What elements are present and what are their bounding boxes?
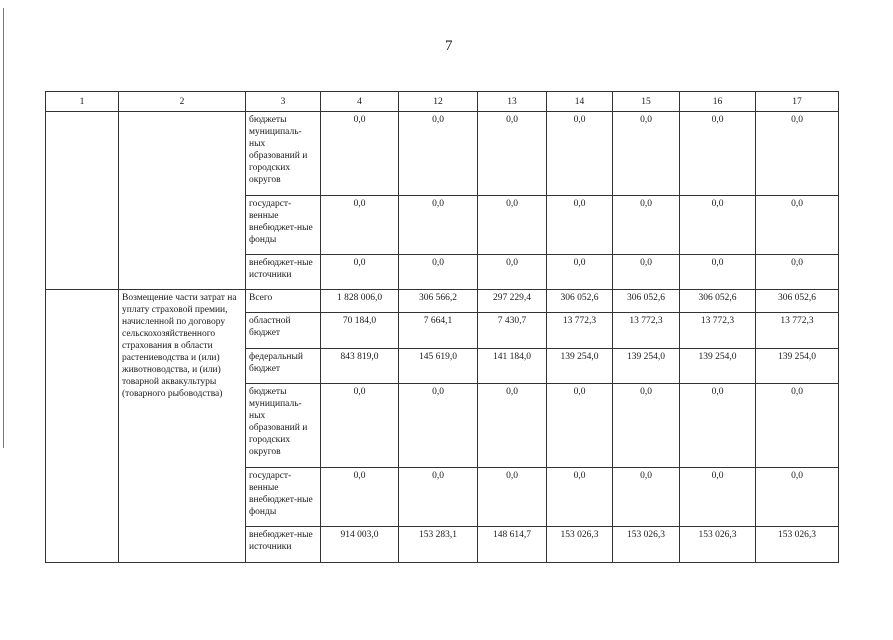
value-cell: 306 052,6	[680, 290, 756, 313]
value-cell: 0,0	[321, 384, 399, 468]
value-cell: 306 052,6	[547, 290, 613, 313]
empty-cell	[46, 112, 119, 290]
empty-cell	[46, 290, 119, 563]
value-cell: 297 229,4	[478, 290, 547, 313]
value-cell: 139 254,0	[613, 349, 680, 384]
value-cell: 914 003,0	[321, 527, 399, 563]
value-cell: 0,0	[547, 255, 613, 290]
value-cell: 13 772,3	[547, 313, 613, 349]
value-cell: 153 026,3	[547, 527, 613, 563]
value-cell: 0,0	[399, 196, 478, 255]
value-cell: 0,0	[680, 112, 756, 196]
value-cell: 0,0	[680, 196, 756, 255]
empty-cell	[119, 112, 246, 290]
value-cell: 0,0	[756, 112, 839, 196]
value-cell: 153 026,3	[613, 527, 680, 563]
source-cell: внебюджет-ные источники	[246, 527, 321, 563]
value-cell: 0,0	[399, 468, 478, 527]
column-header: 16	[680, 92, 756, 112]
column-header: 15	[613, 92, 680, 112]
value-cell: 0,0	[613, 196, 680, 255]
value-cell: 0,0	[321, 196, 399, 255]
value-cell: 0,0	[399, 384, 478, 468]
table-row	[46, 112, 839, 196]
value-cell: 0,0	[756, 384, 839, 468]
value-cell: 13 772,3	[680, 313, 756, 349]
value-cell: 0,0	[547, 196, 613, 255]
source-cell: бюджеты муниципаль-ных образований и городских округов	[246, 384, 321, 468]
value-cell: 0,0	[613, 468, 680, 527]
value-cell: 0,0	[478, 112, 547, 196]
measure-name-cell: Возмещение части затрат на уплату страховой премии, начисленной по договору сельскохозяйственного страхования в области растениеводства и (или) животноводства, и (или) товарной аквакультуры (товарного рыбоводства)	[119, 290, 246, 563]
value-cell: 0,0	[321, 468, 399, 527]
source-cell: государст-венные внебюджет-ные фонды	[246, 196, 321, 255]
value-cell: 0,0	[756, 196, 839, 255]
source-cell: бюджеты муниципаль-ных образований и городских округов	[246, 112, 321, 196]
value-cell: 0,0	[478, 196, 547, 255]
source-cell: Всего	[246, 290, 321, 313]
value-cell: 306 052,6	[613, 290, 680, 313]
value-cell: 145 619,0	[399, 349, 478, 384]
source-cell: областной бюджет	[246, 313, 321, 349]
column-header: 14	[547, 92, 613, 112]
source-cell: государст-венные внебюджет-ные фонды	[246, 468, 321, 527]
value-cell: 153 026,3	[680, 527, 756, 563]
table-row	[46, 290, 839, 313]
column-header: 17	[756, 92, 839, 112]
value-cell: 0,0	[478, 384, 547, 468]
value-cell: 0,0	[680, 468, 756, 527]
page-number: 7	[445, 38, 453, 54]
value-cell: 0,0	[321, 255, 399, 290]
scan-edge-line	[3, 8, 4, 448]
value-cell: 0,0	[613, 112, 680, 196]
value-cell: 141 184,0	[478, 349, 547, 384]
value-cell: 70 184,0	[321, 313, 399, 349]
value-cell: 0,0	[547, 384, 613, 468]
value-cell: 0,0	[478, 468, 547, 527]
value-cell: 0,0	[547, 112, 613, 196]
source-cell: федеральный бюджет	[246, 349, 321, 384]
value-cell: 13 772,3	[613, 313, 680, 349]
column-header: 3	[246, 92, 321, 112]
value-cell: 306 052,6	[756, 290, 839, 313]
value-cell: 0,0	[399, 112, 478, 196]
source-cell: внебюджет-ные источники	[246, 255, 321, 290]
value-cell: 7 664,1	[399, 313, 478, 349]
value-cell: 139 254,0	[756, 349, 839, 384]
value-cell: 306 566,2	[399, 290, 478, 313]
value-cell: 139 254,0	[680, 349, 756, 384]
column-header: 1	[46, 92, 119, 112]
value-cell: 7 430,7	[478, 313, 547, 349]
value-cell: 0,0	[613, 384, 680, 468]
value-cell: 0,0	[756, 468, 839, 527]
value-cell: 843 819,0	[321, 349, 399, 384]
value-cell: 0,0	[680, 384, 756, 468]
column-header: 13	[478, 92, 547, 112]
value-cell: 148 614,7	[478, 527, 547, 563]
value-cell: 0,0	[547, 468, 613, 527]
column-header: 12	[399, 92, 478, 112]
value-cell: 0,0	[613, 255, 680, 290]
value-cell: 0,0	[680, 255, 756, 290]
value-cell: 13 772,3	[756, 313, 839, 349]
value-cell: 0,0	[321, 112, 399, 196]
value-cell: 0,0	[756, 255, 839, 290]
value-cell: 1 828 006,0	[321, 290, 399, 313]
value-cell: 139 254,0	[547, 349, 613, 384]
column-number-row	[46, 92, 839, 112]
value-cell: 0,0	[478, 255, 547, 290]
value-cell: 153 026,3	[756, 527, 839, 563]
financing-table	[45, 91, 839, 563]
column-header: 2	[119, 92, 246, 112]
value-cell: 153 283,1	[399, 527, 478, 563]
column-header: 4	[321, 92, 399, 112]
value-cell: 0,0	[399, 255, 478, 290]
